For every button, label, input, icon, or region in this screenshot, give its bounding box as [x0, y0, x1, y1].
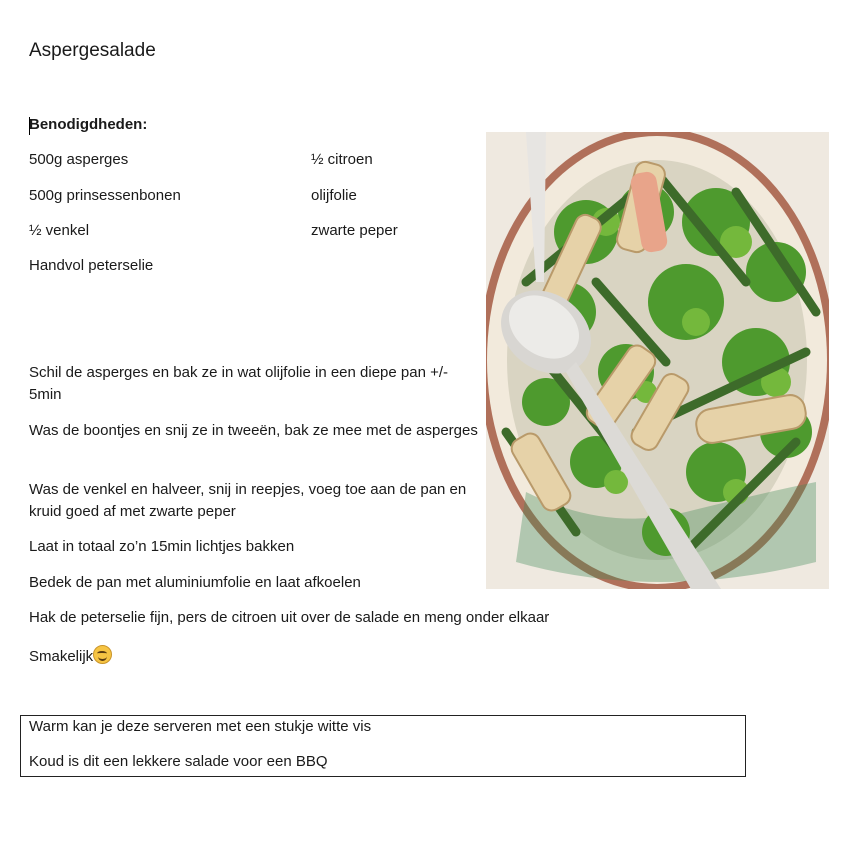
ingredient-item: ½ citroen [311, 151, 373, 168]
recipe-step: Schil de asperges en bak ze in wat olijfolie in een diepe pan +/- 5min [29, 364, 449, 403]
serving-tip: Koud is dit een lekkere salade voor een BBQ [29, 753, 328, 770]
ingredient-item: zwarte peper [311, 222, 398, 239]
recipe-step: Laat in totaal zo’n 15min lichtjes bakken [29, 538, 295, 555]
ingredient-item: ½ venkel [29, 222, 90, 239]
ingredients-heading: Benodigdheden: [29, 116, 148, 133]
closing-text: Smakelijk [29, 648, 94, 665]
recipe-step: Was de venkel en halveer, snij in reepjes, voeg toe aan de pan en kruid goed af met zwarte peper [29, 481, 467, 520]
closing-line [29, 645, 479, 668]
ingredient-item: 500g asperges [29, 151, 129, 168]
smiling-face-icon [93, 645, 112, 664]
ingredient-item: olijfolie [311, 187, 357, 204]
salad-photo [486, 132, 829, 589]
recipe-step: Was de boontjes en snij ze in tweeën, bak ze mee met de asperges [29, 422, 478, 439]
ingredient-item: 500g prinsessenbonen [29, 187, 181, 204]
document-title: Aspergesalade [29, 40, 156, 61]
recipe-step: Bedek de pan met aluminiumfolie en laat afkoelen [29, 574, 361, 591]
recipe-step: Hak de peterselie fijn, pers de citroen uit over de salade en meng onder elkaar [29, 609, 550, 626]
ingredient-item: Handvol peterselie [29, 257, 154, 274]
serving-tips-box [20, 715, 746, 777]
serving-tip: Warm kan je deze serveren met een stukje witte vis [29, 718, 372, 735]
